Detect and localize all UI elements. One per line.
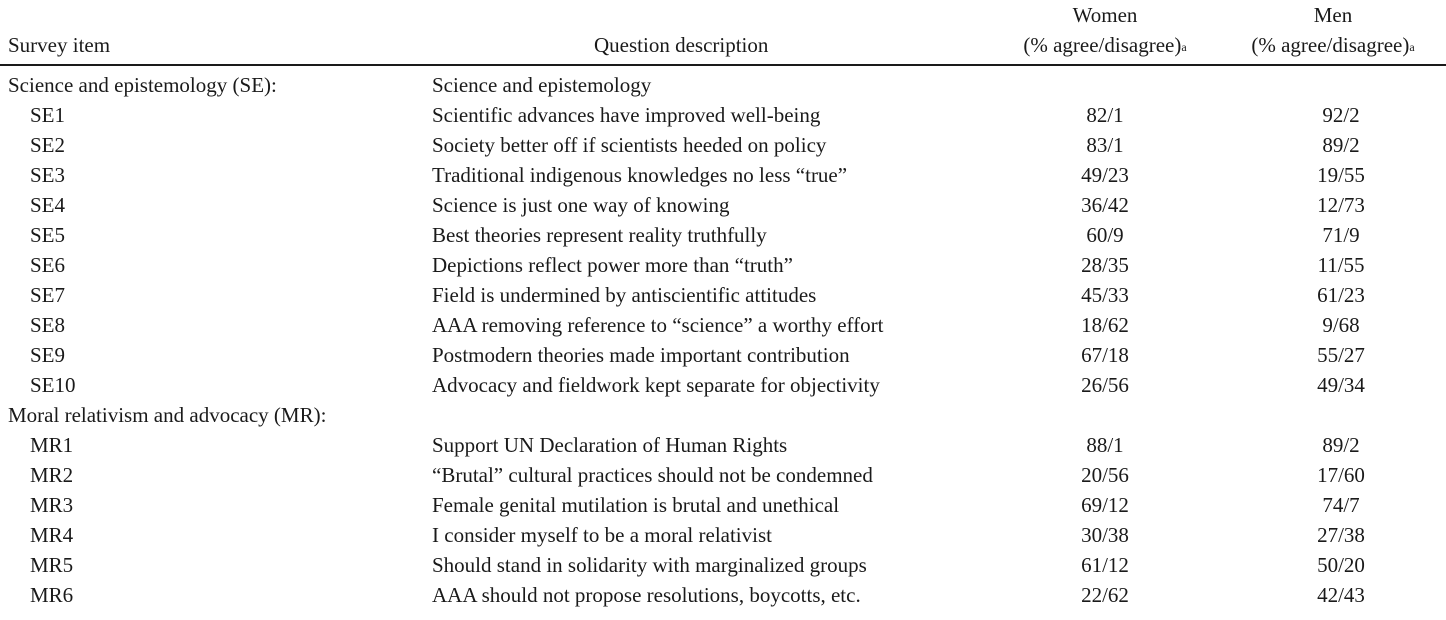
table-row xyxy=(0,190,1446,220)
men-percent: 17/60 xyxy=(1317,463,1365,487)
header-men-subtitle: (% agree/disagree) xyxy=(1251,33,1410,57)
survey-item-code: SE8 xyxy=(30,313,66,337)
women-percent: 20/56 xyxy=(1081,463,1129,487)
survey-item-code: SE10 xyxy=(30,373,76,397)
survey-item-code: SE5 xyxy=(30,223,66,247)
table-row xyxy=(0,160,1446,190)
table-body xyxy=(0,65,1446,610)
men-percent: 74/7 xyxy=(1322,493,1360,517)
men-percent: 92/2 xyxy=(1322,103,1360,127)
survey-item-code: MR4 xyxy=(30,523,74,547)
survey-item-code: SE4 xyxy=(30,193,66,217)
men-percent: 49/34 xyxy=(1317,373,1365,397)
header-men-subtitle-wrap xyxy=(1220,30,1446,60)
survey-item-code: MR1 xyxy=(30,433,74,457)
women-percent: 45/33 xyxy=(1081,283,1129,307)
men-percent: 89/2 xyxy=(1322,433,1360,457)
men-percent: 11/55 xyxy=(1317,253,1365,277)
survey-item-code: MR2 xyxy=(30,463,74,487)
women-percent: 26/56 xyxy=(1081,373,1129,397)
table-row xyxy=(0,370,1446,400)
survey-item-code: MR6 xyxy=(30,583,74,607)
table-row xyxy=(0,220,1446,250)
footnote-marker: a xyxy=(1409,40,1415,54)
header-men-title: Men xyxy=(1313,3,1353,27)
table-row xyxy=(0,340,1446,370)
question-description: Best theories represent reality truthfully xyxy=(432,223,767,247)
question-description: Postmodern theories made important contribution xyxy=(432,343,850,367)
survey-item-code: SE9 xyxy=(30,343,66,367)
women-percent: 18/62 xyxy=(1081,313,1129,337)
table-row xyxy=(0,460,1446,490)
header-question xyxy=(420,0,990,65)
header-women-title: Women xyxy=(1072,3,1138,27)
section-row xyxy=(0,65,1446,100)
question-description: Support UN Declaration of Human Rights xyxy=(432,433,788,457)
men-percent: 12/73 xyxy=(1317,193,1365,217)
section-empty-cell xyxy=(990,65,1220,100)
men-percent: 71/9 xyxy=(1322,223,1360,247)
men-percent: 27/38 xyxy=(1317,523,1365,547)
survey-item-code: SE2 xyxy=(30,133,66,157)
women-percent: 30/38 xyxy=(1081,523,1129,547)
header-question-label: Question description xyxy=(594,33,769,57)
table-row xyxy=(0,580,1446,610)
question-description: Depictions reflect power more than “truth” xyxy=(432,253,793,277)
table-row xyxy=(0,550,1446,580)
question-description: Field is undermined by antiscientific attitudes xyxy=(432,283,817,307)
table-row xyxy=(0,490,1446,520)
header-survey-item xyxy=(0,0,420,65)
women-percent: 28/35 xyxy=(1081,253,1129,277)
question-description: Female genital mutilation is brutal and unethical xyxy=(432,493,840,517)
table-row xyxy=(0,520,1446,550)
women-percent: 83/1 xyxy=(1086,133,1124,157)
survey-item-code: SE6 xyxy=(30,253,66,277)
question-description: Should stand in solidarity with marginalized groups xyxy=(432,553,867,577)
section-title: Moral relativism and advocacy (MR): xyxy=(8,403,327,427)
men-percent: 55/27 xyxy=(1317,343,1365,367)
question-description: I consider myself to be a moral relativist xyxy=(432,523,772,547)
men-percent: 89/2 xyxy=(1322,133,1360,157)
table-row xyxy=(0,280,1446,310)
survey-item-code: SE7 xyxy=(30,283,66,307)
question-description: Society better off if scientists heeded on policy xyxy=(432,133,827,157)
women-percent: 67/18 xyxy=(1081,343,1129,367)
header-men xyxy=(1220,0,1446,65)
table-row xyxy=(0,130,1446,160)
question-description: AAA removing reference to “science” a worthy effort xyxy=(432,313,884,337)
question-description: Science is just one way of knowing xyxy=(432,193,730,217)
question-description: Scientific advances have improved well-being xyxy=(432,103,821,127)
question-description: “Brutal” cultural practices should not be condemned xyxy=(432,463,873,487)
question-description: Traditional indigenous knowledges no less “true” xyxy=(432,163,848,187)
table-row xyxy=(0,250,1446,280)
women-percent: 88/1 xyxy=(1086,433,1124,457)
header-survey-item-label: Survey item xyxy=(8,33,111,57)
men-percent: 9/68 xyxy=(1322,313,1360,337)
men-percent: 61/23 xyxy=(1317,283,1365,307)
women-percent: 69/12 xyxy=(1081,493,1129,517)
women-percent: 61/12 xyxy=(1081,553,1129,577)
footnote-marker: a xyxy=(1181,40,1187,54)
table-row xyxy=(0,430,1446,460)
survey-item-code: MR5 xyxy=(30,553,74,577)
men-percent: 42/43 xyxy=(1317,583,1365,607)
men-percent: 19/55 xyxy=(1317,163,1365,187)
section-subtitle xyxy=(420,400,990,430)
question-description: Advocacy and fieldwork kept separate for objectivity xyxy=(432,373,880,397)
section-row xyxy=(0,400,1446,430)
section-empty-cell xyxy=(990,400,1220,430)
table-row xyxy=(0,100,1446,130)
section-subtitle: Science and epistemology xyxy=(432,73,652,97)
question-description: AAA should not propose resolutions, boycotts, etc. xyxy=(432,583,861,607)
header-women-subtitle-wrap xyxy=(990,30,1220,60)
survey-item-code: SE3 xyxy=(30,163,66,187)
header-women-subtitle: (% agree/disagree) xyxy=(1023,33,1182,57)
section-title: Science and epistemology (SE): xyxy=(8,73,277,97)
section-empty-cell xyxy=(1220,400,1446,430)
survey-item-code: SE1 xyxy=(30,103,66,127)
section-empty-cell xyxy=(1220,65,1446,100)
survey-item-code: MR3 xyxy=(30,493,74,517)
table-row xyxy=(0,310,1446,340)
women-percent: 60/9 xyxy=(1086,223,1124,247)
women-percent: 49/23 xyxy=(1081,163,1129,187)
women-percent: 82/1 xyxy=(1086,103,1124,127)
header-women xyxy=(990,0,1220,65)
men-percent: 50/20 xyxy=(1317,553,1365,577)
women-percent: 36/42 xyxy=(1081,193,1129,217)
women-percent: 22/62 xyxy=(1081,583,1129,607)
table-header xyxy=(0,0,1446,65)
